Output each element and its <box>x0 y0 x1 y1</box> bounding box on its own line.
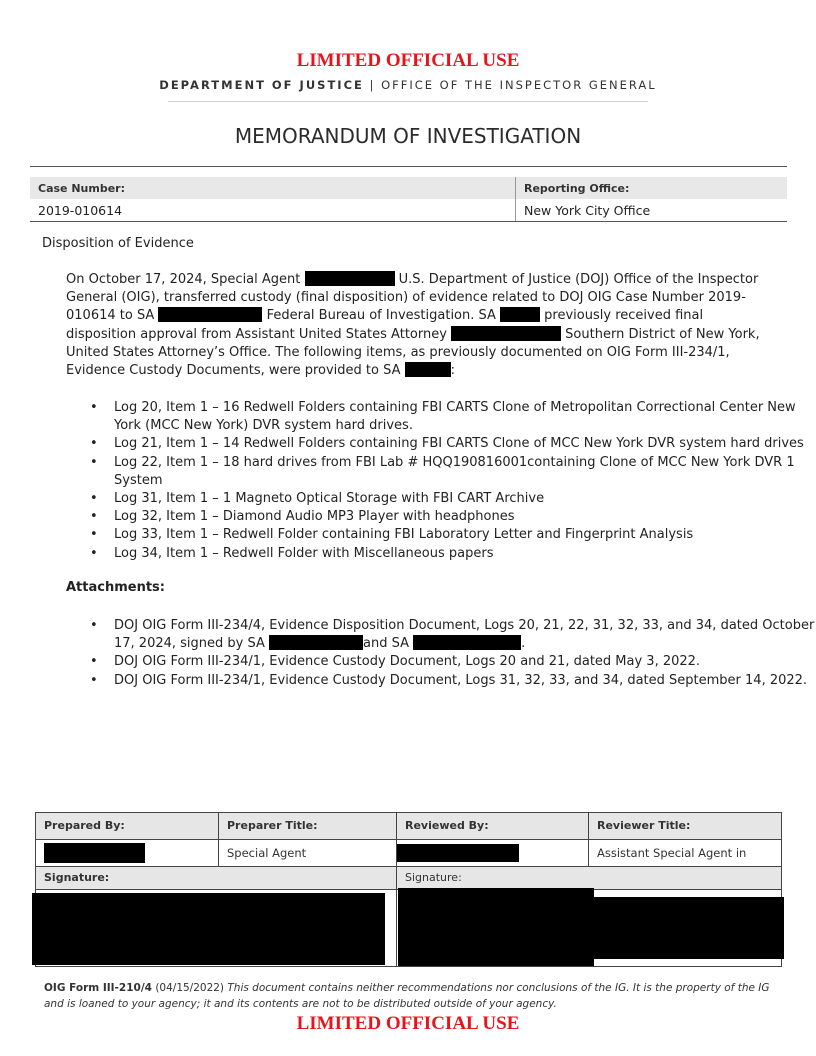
agency-dept: DEPARTMENT OF JUSTICE <box>159 78 364 92</box>
redaction-block <box>413 635 521 650</box>
attachments-heading: Attachments: <box>66 580 165 595</box>
preparer-title-value: Special Agent <box>227 846 307 860</box>
signature-left-label: Signature: <box>36 867 396 889</box>
redaction-block <box>500 307 540 322</box>
body-text-3: Federal Bureau of Investigation. SA <box>262 308 501 324</box>
case-info-header-row <box>30 177 787 199</box>
agency-separator: | <box>363 78 382 92</box>
signature-redaction <box>32 893 385 965</box>
list-item: • Log 31, Item 1 – 1 Magneto Optical Storage with FBI CART Archive <box>114 490 816 508</box>
reviewer-title-value: Assistant Special Agent in <box>597 846 747 860</box>
case-number-value: 2019-010614 <box>30 199 516 222</box>
case-number-label: Case Number: <box>30 177 516 199</box>
case-info-table <box>30 177 787 222</box>
attachment-list <box>66 617 816 690</box>
list-item: • DOJ OIG Form III-234/1, Evidence Custody Document, Logs 31, 32, 33, and 34, dated September 14, 2022. <box>114 672 816 690</box>
body-text-2: U.S. Department of Justice (DOJ) Office of the Inspector General (OIG), transferred custody (final disposition) of evidence related to DOJ OIG Case Number 2019-010614 to SA <box>66 272 759 324</box>
body-text-4: previously received final disposition approval from Assistant United States Attorney <box>66 308 704 342</box>
preparer-title-label: Preparer Title: <box>219 813 396 839</box>
body-text-5: Southern District of New York, United States Attorney’s Office. The following items, as previously documented on OIG Form III-234/1, Evidence Custody Documents, were provided to SA <box>66 326 760 379</box>
agency-header <box>0 78 816 92</box>
table-divider <box>36 839 781 840</box>
body-text-1: On October 17, 2024, Special Agent <box>66 272 305 287</box>
reporting-office-label: Reporting Office: <box>516 177 788 199</box>
signature-redaction <box>592 897 784 959</box>
memo-body-paragraph <box>66 271 772 380</box>
form-number: OIG Form III-210/4 <box>44 982 152 994</box>
classification-marking-bottom: LIMITED OFFICIAL USE <box>296 1013 520 1034</box>
document-title: MEMORANDUM OF INVESTIGATION <box>234 124 582 148</box>
classification-marking-top: LIMITED OFFICIAL USE <box>296 50 520 71</box>
list-item: • Log 33, Item 1 – Redwell Folder containing FBI Laboratory Letter and Fingerprint Analysis <box>114 526 816 544</box>
table-divider <box>396 813 397 966</box>
attachment-text-1b: and SA <box>363 636 414 652</box>
agency-office: OFFICE OF THE INSPECTOR GENERAL <box>381 78 657 92</box>
attachment-text-1c: . <box>521 636 526 652</box>
table-divider <box>36 866 781 867</box>
redaction-block <box>269 635 363 650</box>
list-item: • DOJ OIG Form III-234/1, Evidence Custody Document, Logs 20 and 21, dated May 3, 2022. <box>114 653 816 671</box>
redaction-block <box>451 326 561 341</box>
list-item: • Log 32, Item 1 – Diamond Audio MP3 Player with headphones <box>114 508 816 526</box>
list-item: • Log 22, Item 1 – 18 hard drives from FBI Lab # HQQ190816001containing Clone of MCC New York DVR 1 System <box>114 454 816 490</box>
redaction-block <box>44 843 145 863</box>
memo-subject: Disposition of Evidence <box>42 236 194 251</box>
reporting-office-value: New York City Office <box>516 199 788 222</box>
redaction-block <box>397 844 519 862</box>
list-item: • Log 20, Item 1 – 16 Redwell Folders containing FBI CARTS Clone of Metropolitan Correctional Center New York (MCC New York) DVR system hard drives. <box>114 399 816 435</box>
evidence-item-list <box>66 399 816 563</box>
case-info-value-row <box>30 199 787 222</box>
distribution-notice: This document contains neither recommendations nor conclusions of the IG. It is the property of the IG and is loaned to your agency; it and its contents are not to be distributed outside of your agency. <box>44 982 770 1010</box>
signature-redaction <box>398 888 594 966</box>
reviewed-by-label: Reviewed By: <box>397 813 588 839</box>
redaction-block <box>158 307 262 322</box>
reviewer-title-label: Reviewer Title: <box>589 813 781 839</box>
list-item <box>114 617 816 653</box>
form-footer <box>44 981 774 1012</box>
prepared-by-label: Prepared By: <box>36 813 218 839</box>
signature-table <box>35 812 782 967</box>
list-item: • Log 34, Item 1 – Redwell Folder with Miscellaneous papers <box>114 545 816 563</box>
redaction-block <box>305 271 395 286</box>
attachment-text-1a: DOJ OIG Form III-234/4, Evidence Disposition Document, Logs 20, 21, 22, 31, 32, 33, and 34, dated October 17, 2024, signed by SA <box>114 618 815 652</box>
signature-right-label: Signature: <box>397 867 781 889</box>
table-divider <box>218 813 219 867</box>
table-divider <box>588 813 589 867</box>
form-date: (04/15/2022) <box>151 982 228 994</box>
list-item: • Log 21, Item 1 – 14 Redwell Folders containing FBI CARTS Clone of MCC New York DVR system hard drives <box>114 435 816 453</box>
title-divider <box>30 166 787 167</box>
redaction-block <box>405 362 451 377</box>
body-text-6: : <box>450 363 456 379</box>
header-divider <box>168 101 648 102</box>
